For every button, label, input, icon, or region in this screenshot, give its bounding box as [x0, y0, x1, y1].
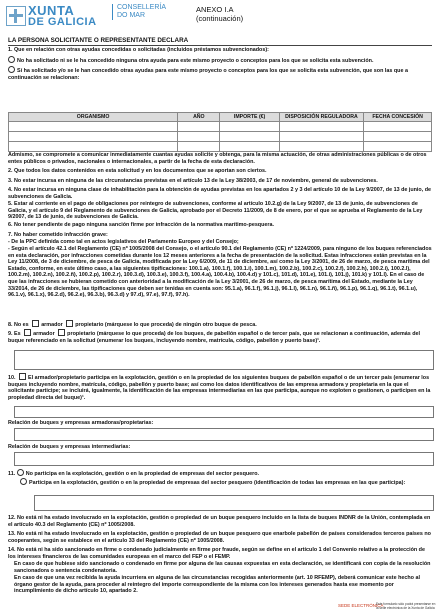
declaration-14-p2: En caso de que hubiese sido sancionado o condenado en firme por alguna de las causas expuestas en esta declaración, se identificará con copia de la resolución sancionadora o sentencia condenatoria. — [14, 561, 431, 574]
table-cell[interactable] — [9, 132, 178, 142]
d10-input-1[interactable] — [14, 406, 434, 418]
d10-checkbox[interactable] — [19, 373, 26, 380]
table-cell[interactable] — [279, 142, 364, 152]
declaration-7b: - Según el artículo 42.1 del Reglamento (CE) nº 1005/2008 del Consejo, o el artículo 90.1 del Reglamento (CE) nº 1224/2009, para ninguno de los buques referenciados en esta declaración, por infracciones cometidas durante los 12 meses anteriores a la fecha de presentación de la solicitud. Estas infracciones están previstas en la Ley 11/2008, de 3 de diciembre, de pesca de Galicia, modificada por la Ley 6/2009, de 11 de diciembre, así como la Ley 3/2001, de 26 de marzo, de pesca marítima del Estado, conforme, en este último caso, a las siguientes tipificaciones: 100.1.a), 100.1.f), 100.1.i), 100.1.m), 100.2.b), 100.2.c), 100.2.f), 100.2.h), 100.2.i), 100.2.l), 100.2.m), 100.2.n), 100.2.ñ), 100.2.p), 100.2.r), 100.3.d), 100.3.e), 100.3.f), 100.4.a), 100.4.b), 100.4.d) y 101.c), 101.d), 101.e), 101.i), 101.j), 101.k) y 101.l). En el caso de que las infracciones se hubieran cometido con anterioridad a la modificación de la Ley 3/2001, de 26 de marzo, de pesca marítima del Estado, mediante la Ley 33/2014, de 26 de diciembre, las tipificaciones que deben ser tenidas en cuenta son: 95.1.a), 96.1.f), 96.1.j), 96.1.l), 96.1.n), 96.1.ñ), 96.1.p), 96.1.q), 96.1.t), 96.1.u), 96.1.v), 96.1.x), 96.2.d), 96.2.e), 96.3.b), 96.3.d) y 97.d), 97.e), 97.f), 97.h). — [8, 246, 432, 299]
anexo-label: ANEXO I.A — [196, 5, 234, 14]
declaration-1-option-si — [8, 66, 432, 81]
table-cell[interactable] — [9, 122, 178, 132]
table-header: IMPORTE (€) — [220, 113, 279, 122]
conselleria — [112, 4, 166, 20]
d9-armador-label: armador — [33, 331, 55, 337]
d8-propietario-checkbox[interactable] — [66, 320, 73, 327]
d10-number: 10. — [8, 375, 16, 381]
brand-line1: XUNTA — [28, 3, 75, 18]
ayudas-table — [8, 112, 432, 152]
d11-empresas-input[interactable] — [34, 495, 434, 511]
header — [6, 4, 434, 34]
table-header: DISPOSICIÓN REGULADORA — [279, 113, 364, 122]
radio-no-ayudas[interactable] — [8, 56, 15, 63]
table-cell[interactable] — [178, 142, 220, 152]
brand-line2: DE GALICIA — [28, 16, 97, 28]
declaration-6: 6. No tener pendiente de pago ninguna sanción firme por infracción de la normativa marítimo-pesquera. — [8, 222, 274, 228]
rel-buques-armadoras-label: Relación de buques y empresas armadoras/propietarias: — [8, 420, 154, 426]
table-header-row — [9, 113, 432, 122]
declaration-7: 7. No haber cometido infracción grave: — [8, 232, 108, 238]
d9-armador-checkbox[interactable] — [24, 329, 31, 336]
d8-armador-checkbox[interactable] — [32, 320, 39, 327]
d9-rest: (márquese lo que proceda) de los buques, de pabellón español o de tercer país, que se relacionan a continuación, además del buque referenciado en la solicitud (enumerar los buques, incluyendo nombre, matrícula, código, pabellón y puerto base)¹. — [8, 331, 421, 344]
declaration-9 — [8, 329, 432, 344]
footer-note: Este formulario sólo podrá presentarse en la sede electrónica de la Xunta de Galicia — [376, 602, 436, 610]
table-cell[interactable] — [9, 142, 178, 152]
d9-number: 9. Es — [8, 331, 21, 337]
sede-electronica-logo: SEDE ELECTRÓNICA — [338, 603, 384, 608]
conselleria-line2: DO MAR — [117, 12, 145, 19]
table-cell[interactable] — [279, 122, 364, 132]
declaration-11-opt2 — [20, 478, 432, 487]
d9-propietario-label: propietario — [67, 331, 96, 337]
declaration-10 — [8, 373, 432, 401]
rel-buques-armadoras-input[interactable] — [14, 428, 434, 441]
section-title: LA PERSONA SOLICITANTE O REPRESENTANTE DECLARA — [8, 37, 432, 46]
table-cell[interactable] — [220, 122, 279, 132]
d8-number: 8. No es — [8, 322, 29, 328]
d9-propietario-checkbox[interactable] — [58, 329, 65, 336]
d11-radio-participa[interactable] — [20, 478, 27, 485]
anexo-continuation: (continuación) — [196, 14, 244, 23]
declaration-1-option-no — [8, 56, 432, 65]
rel-buques-intermedias-input[interactable] — [14, 452, 434, 466]
anexo-title — [196, 5, 243, 23]
table-row — [9, 132, 432, 142]
declaration-11-opt1 — [8, 469, 432, 478]
d11-number: 11. — [8, 471, 16, 477]
table-header: FECHA CONCESIÓN — [364, 113, 432, 122]
table-row — [9, 122, 432, 132]
declaration-14-p3: En caso de que una vez recibida la ayuda incurriera en alguna de las circunstancias recogidas anteriormente (art. 10 RFEMP), deberá comunicar este hecho al órgano gestor de la ayuda, para proceder al reintegro del importe correspondiente de la misma con los intereses generados hasta ese momento por incumplimiento de dicho artículo 10, apartado 2. — [14, 575, 420, 595]
declaration-12: 12. No está ni ha estado involucrado en la explotación, gestión o propiedad de un buque pesquero incluido en la lista de buques INDNR de la Unión, contemplada en el artículo 40.3 del Reglamento (CE) nº 1005/2008. — [8, 515, 431, 528]
d11-opt1-text: No participa en la explotación, gestión o en la propiedad de empresas del sector pesquero. — [25, 471, 260, 477]
table-cell[interactable] — [220, 132, 279, 142]
d10-text: El armador/propietario participa en la explotación, gestión o en la propiedad de los siguientes buques de pabellón español o de un tercer país (enumerar los buques incluyendo nombre, matrícula, código, pabellón y puerto base; así como los datos identificativos de las empresa armadora y propietaria en la que el solicitante participe; se incluirá, igualmente, la identificación de las empresas intermediarias en las que participa, aunque no exploten o gestionen, o participen en la propiedad directa del buque)¹. — [8, 375, 431, 401]
option-no-text: No ha solicitado ni se le ha concedido ninguna otra ayuda para este mismo proyecto o conceptos para los que se solicita esta subvención. — [17, 58, 374, 64]
declaration-7a: - De la PPC definida como tal en actos legislativos del Parlamento Europeo y del Consejo; — [8, 239, 239, 245]
d11-radio-no-participa[interactable] — [17, 469, 24, 476]
table-cell[interactable] — [178, 122, 220, 132]
admismo-text: Admismo, se compromete a comunicar inmediatamente cuantas ayudas solicite y obtenga, para la misma actuación, de otras administraciones públicas o de otros entes públicos o privados, nacionales o internacionales, a partir de la fecha de esta declaración. — [8, 152, 427, 165]
d8-armador-label: armador — [41, 322, 63, 328]
declaration-13: 13. No está ni ha estado involucrado en la explotación, gestión o propiedad de un buque pesquero que enarbole pabellón de países considerados terceros países no cooperantes, según se establece en el artículo 33 del Reglamento (CE) nº 1005/2008. — [8, 531, 431, 544]
declaration-5: 5. Estar al corriente en el pago de obligaciones por reintegro de subvenciones, conforme al artículo 10.2.g) de la Ley 9/2007, de 13 de junio, de subvenciones de Galicia, y el artículo 9 del Reglamento de subvenciones de Galicia, aprobado por el Decreto 11/2009, de 8 de enero, por el que se aprueba el Reglamento de la Ley 9/2007, de 13 de junio, de subvenciones de Galicia. — [8, 201, 423, 221]
table-row — [9, 142, 432, 152]
xunta-cross-logo-icon — [6, 6, 26, 26]
declaration-1: 1. Que en relación con otras ayudas concedidas o solicitadas (incluidos préstamos subvencionados): — [8, 47, 269, 53]
table-cell[interactable] — [279, 132, 364, 142]
table-header: AÑO — [178, 113, 220, 122]
declaration-2: 2. Que todos los datos contenidos en esta solicitud y en los documentos que se aportan son ciertos. — [8, 168, 267, 174]
declaration-4: 4. No estar incursa en ninguna clase de inhabilitación para la obtención de ayudas previstas en los apartados 2 y 3 del artículo 10 de la Ley 9/2007, de 13 de junio, de subvenciones de Galicia. — [8, 187, 432, 200]
d8-rest: (márquese lo que proceda) de ningún otro buque de pesca. — [104, 322, 257, 328]
declaration-3: 3. No estar incursa en ninguna de las circunstancias previstas en el artículo 13 de la Ley 38/2003, de 17 de noviembre, general de subvenciones. — [8, 178, 378, 184]
table-cell[interactable] — [178, 132, 220, 142]
radio-si-ayudas[interactable] — [8, 66, 15, 73]
table-cell[interactable] — [364, 122, 432, 132]
d8-propietario-label: propietario — [75, 322, 104, 328]
conselleria-line1: CONSELLERÍA — [117, 4, 167, 11]
d11-opt2-text: Participa en la explotación, gestión o en la propiedad de empresas del sector pesquero (identificación de todas las empresas en las que participa): — [29, 480, 406, 486]
table-cell[interactable] — [220, 142, 279, 152]
declaration-14: 14. No está ni ha sido sancionado en firme o condenado judicialmente en firme por fraude, según se define en el artículo 1 del Convenio relativo a la protección de los intereses financieros de las comunidades europeas en el marco del FEP o el FEMP. — [8, 547, 425, 560]
table-cell[interactable] — [364, 132, 432, 142]
rel-buques-intermedias-label: Relación de buques y empresas intermediarias: — [8, 444, 131, 450]
d9-buques-textarea[interactable] — [14, 350, 434, 370]
option-si-text: Sí ha solicitado y/o se le han concedido otras ayudas para este mismo proyecto o conceptos para los que se solicita esta subvención, que son las que a continuación se relacionan: — [8, 68, 408, 81]
table-header: ORGANISMO — [9, 113, 178, 122]
table-cell[interactable] — [364, 142, 432, 152]
declaration-8 — [8, 320, 432, 329]
